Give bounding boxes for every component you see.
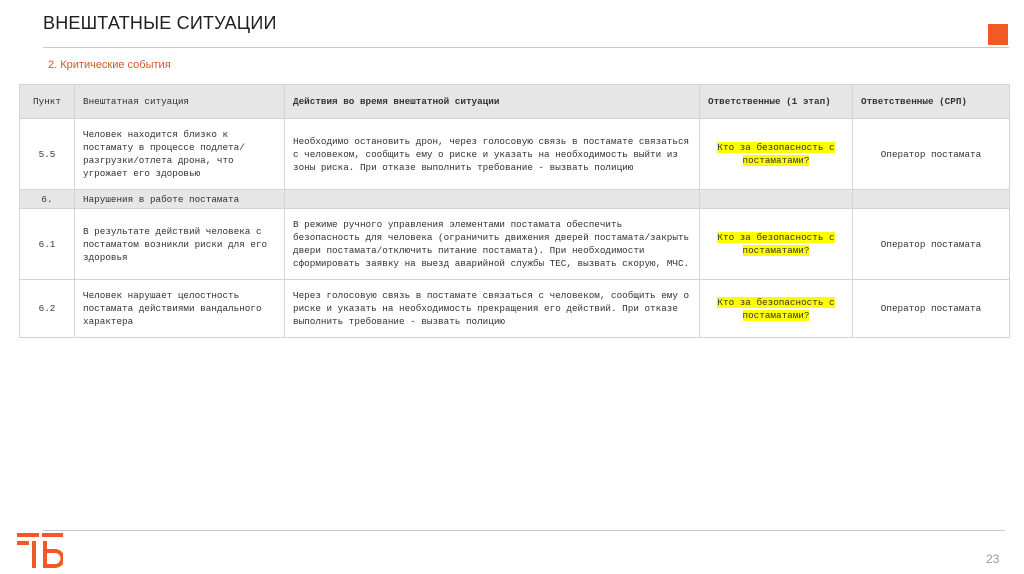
highlighted-question: Кто за безопасность с постаматами? <box>717 232 835 256</box>
cell-responsible-srp: Оператор постамата <box>853 119 1010 190</box>
cell-empty <box>700 190 853 209</box>
cell-empty <box>853 190 1010 209</box>
table-row <box>20 280 1010 338</box>
header-responsible-stage1: Ответственные (1 этап) <box>700 85 853 119</box>
cell-actions: Через голосовую связь в постамате связаться с человеком, сообщить ему о риске и указать на необходимость прекращения его действий. При отказе выполнить требование - вызвать полицию <box>285 280 700 338</box>
cell-responsible-srp: Оператор постамата <box>853 280 1010 338</box>
header-actions: Действия во время внештатной ситуации <box>285 85 700 119</box>
title-divider <box>43 47 1009 48</box>
table-group-row <box>20 190 1010 209</box>
header-responsible-srp: Ответственные (СРП) <box>853 85 1010 119</box>
footer-divider <box>43 530 1005 531</box>
cell-empty <box>285 190 700 209</box>
section-subtitle: 2. Критические события <box>48 59 171 71</box>
header-point: Пункт <box>20 85 75 119</box>
cell-actions: В режиме ручного управления элементами постамата обеспечить безопасность для человека (ограничить движения дверей постамата/закрыть двери постамата/отключить питание постамата). При необходимости сформировать заявку на выезд аварийной службы ТЕС, вызвать скорую, МЧС. <box>285 209 700 280</box>
cell-situation: Человек находится близко к постамату в процессе подлета/разгрузки/отлета дрона, что угрожает его здоровью <box>75 119 285 190</box>
cell-responsible-stage1 <box>700 209 853 280</box>
accent-square <box>988 24 1008 45</box>
company-logo-icon <box>17 533 63 569</box>
cell-point: 6.1 <box>20 209 75 280</box>
table-row <box>20 209 1010 280</box>
header-situation: Внештатная ситуация <box>75 85 285 119</box>
highlighted-question: Кто за безопасность с постаматами? <box>717 296 835 321</box>
cell-actions: Необходимо остановить дрон, через голосовую связь в постамате связаться с человеком, сообщить ему о риске и указать на необходимость выйти из зоны риска. При отказе выполнить требование - вызвать полицию <box>285 119 700 190</box>
cell-situation: Человек нарушает целостность постамата действиями вандального характера <box>75 280 285 338</box>
cell-point: 5.5 <box>20 119 75 190</box>
table-header-row <box>20 85 1010 119</box>
highlighted-question: Кто за безопасность с постаматами? <box>717 142 835 166</box>
cell-situation: В результате действий человека с постаматом возникли риски для его здоровья <box>75 209 285 280</box>
page-number: 23 <box>986 552 1000 566</box>
critical-events-table <box>19 84 1010 338</box>
cell-situation: Нарушения в работе постамата <box>75 190 285 209</box>
cell-point: 6. <box>20 190 75 209</box>
page-title: ВНЕШТАТНЫЕ СИТУАЦИИ <box>43 13 277 33</box>
cell-point: 6.2 <box>20 280 75 338</box>
cell-responsible-stage1 <box>700 280 853 338</box>
cell-responsible-srp: Оператор постамата <box>853 209 1010 280</box>
table-row <box>20 119 1010 190</box>
cell-responsible-stage1 <box>700 119 853 190</box>
